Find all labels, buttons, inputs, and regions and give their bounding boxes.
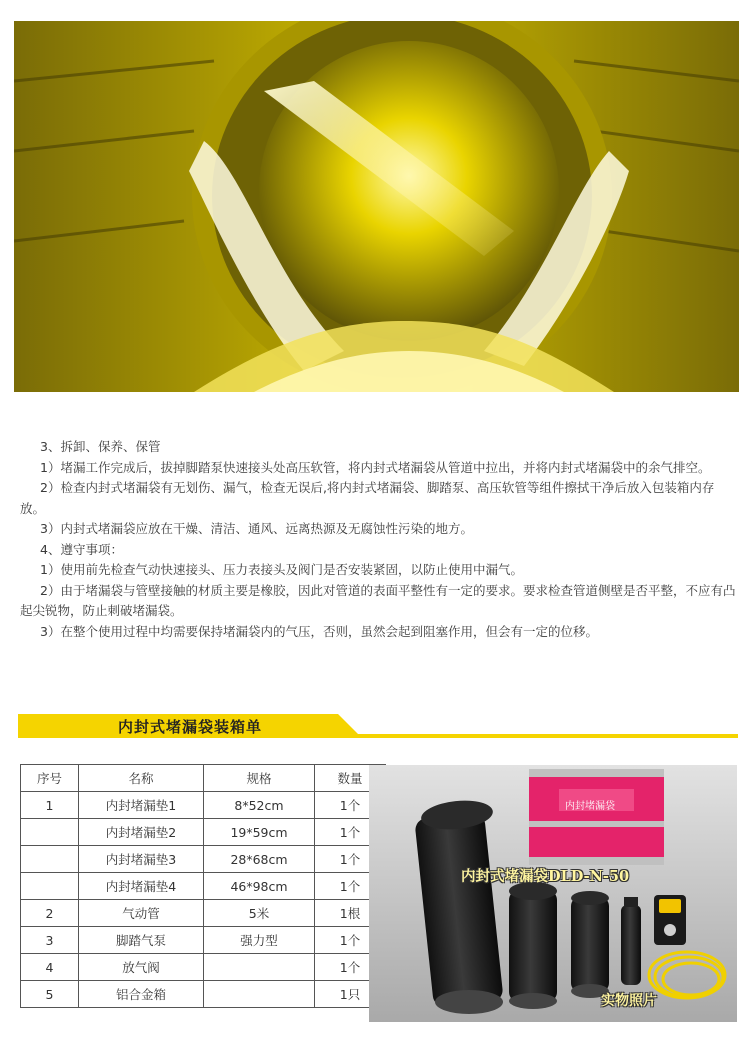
cell-name: 气动管 [79, 900, 204, 927]
cell-spec [204, 954, 315, 981]
header-spec: 规格 [204, 765, 315, 792]
product-photo [369, 765, 737, 1022]
cell-quantity: 1个 [315, 873, 386, 900]
table-row [21, 954, 386, 981]
cell-quantity: 1个 [315, 819, 386, 846]
case-label: 内封堵漏袋 [565, 801, 615, 812]
cell-name: 内封堵漏垫4 [79, 873, 204, 900]
cell-spec [204, 981, 315, 1008]
table-row [21, 792, 386, 819]
section-heading-compliance: 4、遵守事项： [40, 541, 123, 557]
product-illustration [369, 765, 737, 1022]
pipe-illustration [14, 21, 739, 392]
table-row [21, 846, 386, 873]
cell-spec: 8*52cm [204, 792, 315, 819]
cell-index: 4 [21, 954, 79, 981]
cell-name: 放气阀 [79, 954, 204, 981]
table-row [21, 873, 386, 900]
packing-list-header [18, 714, 734, 738]
cell-spec: 28*68cm [204, 846, 315, 873]
cell-index: 3 [21, 927, 79, 954]
header-quantity: 数量 [315, 765, 386, 792]
table-row [21, 927, 386, 954]
instruction-paragraph: 1）使用前先检查气动快速接头、压力表接头及阀门是否安装紧固，以防止使用中漏气。 [40, 562, 523, 577]
product-model-title: 内封式堵漏袋DLD-N-50 [461, 868, 630, 885]
cell-index [21, 873, 79, 900]
hero-pipe-photo [14, 21, 739, 392]
aluminum-case [529, 769, 664, 865]
table-row [21, 981, 386, 1008]
cell-quantity: 1根 [315, 900, 386, 927]
seal-pad-medium [509, 882, 557, 1009]
cell-quantity: 1只 [315, 981, 386, 1008]
table-row [21, 900, 386, 927]
cell-spec: 5米 [204, 900, 315, 927]
cell-name: 内封堵漏垫2 [79, 819, 204, 846]
cell-quantity: 1个 [315, 846, 386, 873]
cell-index: 5 [21, 981, 79, 1008]
instruction-paragraph: 1）堵漏工作完成后，拔掉脚踏泵快速接头处高压软管，将内封式堵漏袋从管道中拉出，并将内封式堵漏袋中的余气排空。 [40, 459, 711, 475]
table-row [21, 819, 386, 846]
header-index: 序号 [21, 765, 79, 792]
instruction-paragraph: 3）内封式堵漏袋应放在干燥、清洁、通风、远离热源及无腐蚀性污染的地方。 [40, 521, 473, 536]
instruction-paragraph: 3）在整个使用过程中均需要保持堵漏袋内的气压，否则，虽然会起到阻塞作用，但会有一定的位移。 [40, 623, 598, 639]
packing-list-title: 内封式堵漏袋装箱单 [118, 718, 263, 736]
cell-spec: 46*98cm [204, 873, 315, 900]
cell-name: 内封堵漏垫1 [79, 792, 204, 819]
foot-pump [654, 895, 686, 945]
cell-name: 脚踏气泵 [79, 927, 204, 954]
header-name: 名称 [79, 765, 204, 792]
instruction-paragraph: 2）由于堵漏袋与管壁接触的材质主要是橡胶，因此对管道的表面平整性有一定的要求。要求检查管道侧壁是否平整，不应有凸起尖锐物，防止刺破堵漏袋。 [20, 582, 736, 618]
seal-pad-small [571, 891, 609, 998]
table-header-row [21, 765, 386, 792]
packing-list-table [20, 764, 386, 1008]
cell-index: 1 [21, 792, 79, 819]
cell-quantity: 1个 [315, 927, 386, 954]
cell-index: 2 [21, 900, 79, 927]
cell-index [21, 819, 79, 846]
cell-name: 内封堵漏垫3 [79, 846, 204, 873]
maintenance-instructions [20, 437, 736, 642]
cell-spec: 19*59cm [204, 819, 315, 846]
cell-quantity: 1个 [315, 792, 386, 819]
cell-name: 铝合金箱 [79, 981, 204, 1008]
section-heading-disassembly: 3、拆卸、保养、保管 [40, 439, 161, 454]
photo-caption: 实物照片 [601, 993, 657, 1009]
cell-spec: 强力型 [204, 927, 315, 954]
cell-quantity: 1个 [315, 954, 386, 981]
seal-pad-tiny [621, 897, 641, 985]
instruction-paragraph: 2）检查内封式堵漏袋有无划伤、漏气，检查无误后,将内封式堵漏袋、脚踏泵、高压软管等组件擦拭干净后放入包装箱内存放。 [20, 480, 715, 516]
cell-index [21, 846, 79, 873]
